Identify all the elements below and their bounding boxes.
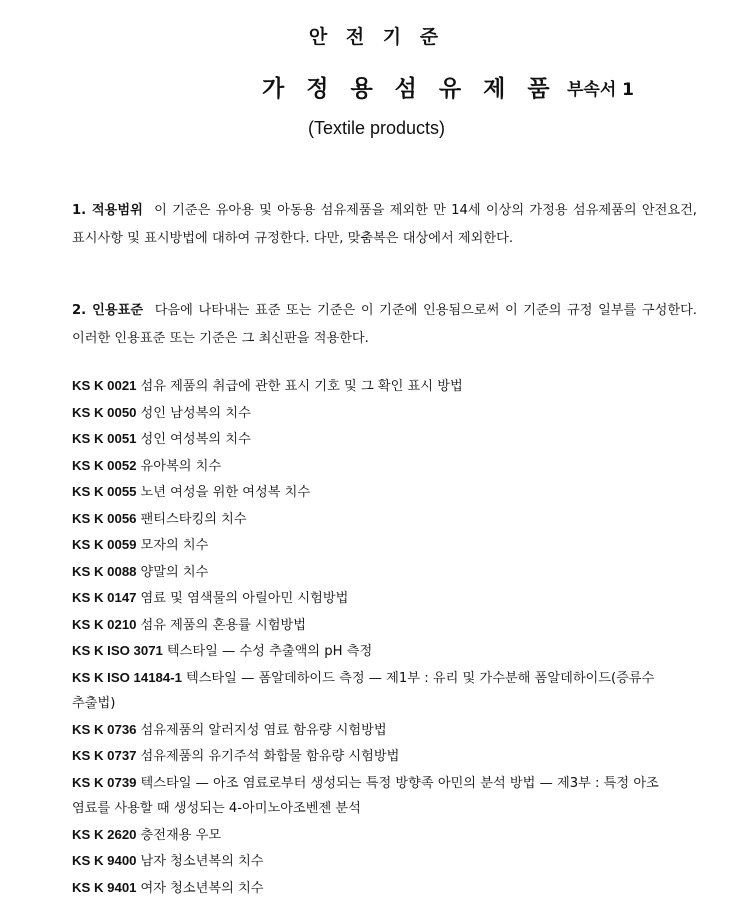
reference-item xyxy=(72,426,697,453)
reference-code: KS K ISO 3071 xyxy=(72,643,163,658)
reference-code: KS K 0050 xyxy=(72,405,137,420)
section-references-heading: 2. 인용표준 xyxy=(72,303,143,318)
reference-item xyxy=(72,770,697,822)
reference-item xyxy=(72,532,697,559)
reference-code: KS K 2620 xyxy=(72,827,137,842)
section-scope-body: 이 기준은 유아용 및 아동용 섬유제품을 제외한 만 14세 이상의 가정용 섬유제품의 안전요건, 표시사항 및 표시방법에 대하여 규정한다. 다만, 맞춤복은 대상에서 제외한다. xyxy=(72,203,697,246)
reference-item xyxy=(72,822,697,849)
reference-title: 충전재용 우모 xyxy=(141,828,222,843)
section-scope-heading: 1. 적용범위 xyxy=(72,203,143,218)
reference-title: 텍스타일 — 수성 추출액의 pH 측정 xyxy=(167,644,372,659)
reference-list xyxy=(72,373,697,901)
reference-title: 성인 남성복의 치수 xyxy=(141,406,251,421)
reference-code: KS K 0052 xyxy=(72,458,137,473)
reference-code: KS K 0088 xyxy=(72,564,137,579)
reference-title: 섬유제품의 알러지성 염료 함유량 시험방법 xyxy=(141,723,387,738)
reference-item xyxy=(72,717,697,744)
reference-code: KS K 0059 xyxy=(72,537,137,552)
reference-item xyxy=(72,665,697,717)
section-scope xyxy=(72,197,697,253)
reference-code: KS K 0739 xyxy=(72,775,137,790)
reference-title: 성인 여성복의 치수 xyxy=(141,432,251,447)
reference-code: KS K 0210 xyxy=(72,617,137,632)
reference-code: KS K 0055 xyxy=(72,484,137,499)
reference-code: KS K ISO 14184-1 xyxy=(72,670,182,685)
reference-code: KS K 0736 xyxy=(72,722,137,737)
reference-item xyxy=(72,400,697,427)
reference-title: 유아복의 치수 xyxy=(141,459,222,474)
reference-item xyxy=(72,875,697,901)
reference-title: 양말의 치수 xyxy=(141,565,209,580)
reference-item xyxy=(72,612,697,639)
reference-title: 염료 및 염색물의 아릴아민 시험방법 xyxy=(141,591,349,606)
reference-title: 섬유 제품의 혼용률 시험방법 xyxy=(141,618,306,633)
reference-title: 텍스타일 — 폼알데하이드 측정 — 제1부 : 유리 및 가수분해 폼알데하이드(증류수 추출법) xyxy=(72,671,654,712)
reference-code: KS K 0056 xyxy=(72,511,137,526)
reference-title: 팬티스타킹의 치수 xyxy=(141,512,247,527)
reference-item xyxy=(72,479,697,506)
reference-title: 섬유 제품의 취급에 관한 표시 기호 및 그 확인 표시 방법 xyxy=(141,379,463,394)
reference-title: 텍스타일 — 아조 염료로부터 생성되는 특정 방향족 아민의 분석 방법 — 제3부 : 특정 아조 염료를 사용할 때 생성되는 4-아미노아조벤젠 분석 xyxy=(72,776,659,817)
reference-code: KS K 9400 xyxy=(72,853,137,868)
reference-code: KS K 0147 xyxy=(72,590,137,605)
document-subtitle: (Textile products) xyxy=(0,118,753,139)
annex-label: 부속서 1 xyxy=(567,75,634,100)
reference-item xyxy=(72,373,697,400)
section-references-body: 다음에 나타내는 표준 또는 기준은 이 기준에 인용됨으로써 이 기준의 규정 일부를 구성한다. 이러한 인용표준 또는 기준은 그 최신판을 적용한다. xyxy=(72,303,697,346)
reference-item xyxy=(72,743,697,770)
reference-code: KS K 0737 xyxy=(72,748,137,763)
reference-title: 여자 청소년복의 치수 xyxy=(141,881,264,896)
section-normative-references xyxy=(72,297,697,353)
document-category: 안 전 기 준 xyxy=(0,22,753,49)
reference-item xyxy=(72,848,697,875)
reference-title: 노년 여성을 위한 여성복 치수 xyxy=(141,485,311,500)
reference-code: KS K 9401 xyxy=(72,880,137,895)
reference-item xyxy=(72,559,697,586)
reference-item xyxy=(72,638,697,665)
reference-code: KS K 0021 xyxy=(72,378,137,393)
reference-title: 섬유제품의 유기주석 화합물 함유량 시험방법 xyxy=(141,749,400,764)
reference-item xyxy=(72,506,697,533)
reference-item xyxy=(72,453,697,480)
document-title: 가 정 용 섬 유 제 품 xyxy=(262,70,557,103)
reference-title: 모자의 치수 xyxy=(141,538,209,553)
reference-title: 남자 청소년복의 치수 xyxy=(141,854,264,869)
reference-code: KS K 0051 xyxy=(72,431,137,446)
reference-item xyxy=(72,585,697,612)
